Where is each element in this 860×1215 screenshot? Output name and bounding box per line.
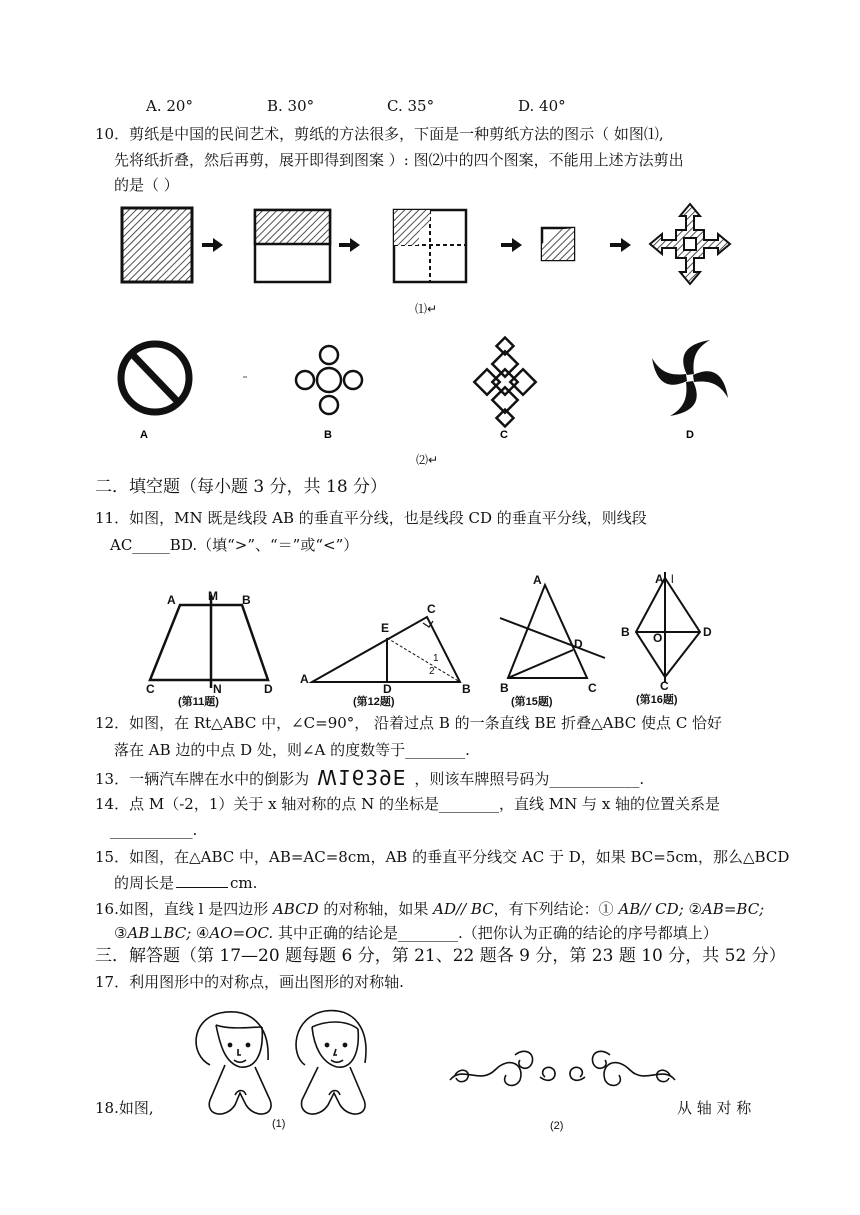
fig16-label-o: O (653, 631, 663, 645)
q13-line (95, 767, 644, 789)
q16-marker-2: ② (683, 900, 702, 918)
option-a: A. 20° (146, 97, 193, 115)
q16-abcd: ABCD (272, 900, 319, 918)
option-d: D. 40° (518, 97, 566, 115)
fig1-caption: ⑴↵ (415, 302, 438, 316)
fig16-label-l: l (671, 572, 674, 586)
fig12-label-d: D (383, 682, 392, 696)
fig11-label-b: B (242, 593, 251, 607)
fig12-label-a: A (300, 672, 309, 686)
fig12-label-c: C (427, 602, 436, 616)
q10-line1: 10．剪纸是中国的民间艺术，剪纸的方法很多，下面是一种剪纸方法的图示（ 如图⑴, (95, 125, 664, 143)
q16-text-b: 的对称轴，如果 (318, 900, 434, 918)
fig11 (150, 595, 268, 688)
q14-line2: ___________. (110, 821, 198, 839)
q16-text-c: ，有下列结论：① (493, 900, 619, 918)
fig16-label-c: C (660, 679, 669, 693)
q16-line2 (114, 923, 718, 943)
q18-end: 从 轴 对 称 (677, 1099, 752, 1117)
q11-line1: 11．如图，MN 既是线段 AB 的垂直平分线，也是线段 CD 的垂直平分线，则线段 (95, 509, 647, 527)
q16-line1 (95, 899, 764, 919)
fig16-caption: (第16题) (636, 694, 678, 706)
fig15-label-c: C (588, 681, 597, 695)
q10-line3: 的是（ ） (114, 176, 179, 194)
q16-conclusion-1: AB// CD; (618, 900, 684, 918)
fig12-label-2: 2 (429, 666, 435, 677)
fig2-label-b: B (324, 429, 332, 441)
q16-text-a: 16.如图，直线 l 是四边形 (95, 900, 273, 918)
fig2-label-d: D (686, 429, 694, 441)
plate-reflection: W1639E (317, 765, 407, 789)
fig2-label-a: A (140, 429, 148, 441)
fig11-label-d: D (264, 682, 273, 696)
q14-line1: 14．点 M（-2，1）关于 x 轴对称的点 N 的坐标是________，直线 MN 与 x 轴的位置关系是 (95, 795, 721, 813)
fig15-label-d: D (574, 637, 583, 651)
fig11-label-a: A (167, 593, 176, 607)
q15-line1: 15．如图，在△ABC 中，AB=AC=8cm，AB 的垂直平分线交 AC 于 D，如果 BC=5cm，那么△BCD (95, 848, 790, 866)
option-c: C. 35° (387, 97, 435, 115)
fig2-label-c: C (500, 429, 508, 441)
fig15-label-b: B (500, 681, 509, 695)
fig12-label-1: 1 (433, 653, 439, 664)
fig12-label-b: B (462, 682, 471, 696)
geometry-figures (140, 570, 720, 710)
q17-fig1-caption: (1) (272, 1118, 286, 1130)
fig12-caption: (第12题) (353, 696, 395, 708)
fig2-caption: ⑵↵ (416, 453, 439, 467)
q12-line2: 落在 AB 边的中点 D 处，则∠A 的度数等于________. (114, 741, 470, 759)
q15-line2 (114, 873, 257, 893)
q18-start: 18.如图, (95, 1099, 154, 1117)
q13-after: ，则该车牌照号码为____________. (414, 770, 645, 788)
patterns-figure (100, 330, 760, 450)
fig16-label-d: D (703, 625, 712, 639)
q13-before: 13．一辆汽车牌在水中的倒影为 (95, 770, 310, 788)
section3-title: 三．解答题（第 17—20 题每题 6 分，第 21、22 题各 9 分，第 23 题 10 分，共 52 分） (95, 946, 786, 966)
q10-line2: 先将纸折叠，然后再剪，展开即得到图案 ）: 图⑵中的四个图案，不能用上述方法剪出 (114, 151, 684, 169)
fig11-caption: (第11题) (178, 696, 219, 708)
fig11-label-c: C (146, 682, 155, 696)
section2-title: 二．填空题（每小题 3 分，共 18 分） (95, 477, 388, 497)
q15-line2-before: 的周长是 (114, 874, 175, 892)
fig11-label-m: M (208, 589, 218, 603)
q16-conclusion-4: AO=OC. (209, 924, 274, 942)
fig16-label-b: B (621, 625, 630, 639)
q17-fig2-caption: (2) (550, 1120, 564, 1132)
q16-conclusion-2: AB=BC; (701, 900, 765, 918)
q17-text: 17．利用图形中的对称点，画出图形的对称轴. (95, 973, 404, 991)
q15-line2-after: cm. (230, 874, 258, 892)
q16-text-d: 其中正确的结论是________.（把你认为正确的结论的序号都填上） (273, 924, 718, 942)
q16-condition: AD// BC (433, 900, 494, 918)
q17-figures (180, 1005, 780, 1140)
fig15-label-a: A (533, 573, 542, 587)
q16-marker-4: ④ (191, 924, 210, 942)
q16-conclusion-3: AB⊥BC; (127, 924, 192, 942)
fig12-label-e: E (381, 621, 390, 635)
q12-line1: 12．如图，在 Rt△ABC 中，∠C=90°， 沿着过点 B 的一条直线 BE 折叠△ABC 使点 C 恰好 (95, 714, 723, 732)
option-b: B. 30° (267, 97, 315, 115)
q16-marker-3: ③ (114, 924, 128, 942)
fig16-label-a: A (655, 572, 664, 586)
q11-line2: AC_____BD.（填“>”、“＝”或“<”） (110, 536, 359, 554)
q15-answer-blank[interactable] (176, 873, 228, 888)
fig11-label-n: N (213, 682, 222, 696)
fig15-caption: (第15题) (511, 696, 553, 708)
